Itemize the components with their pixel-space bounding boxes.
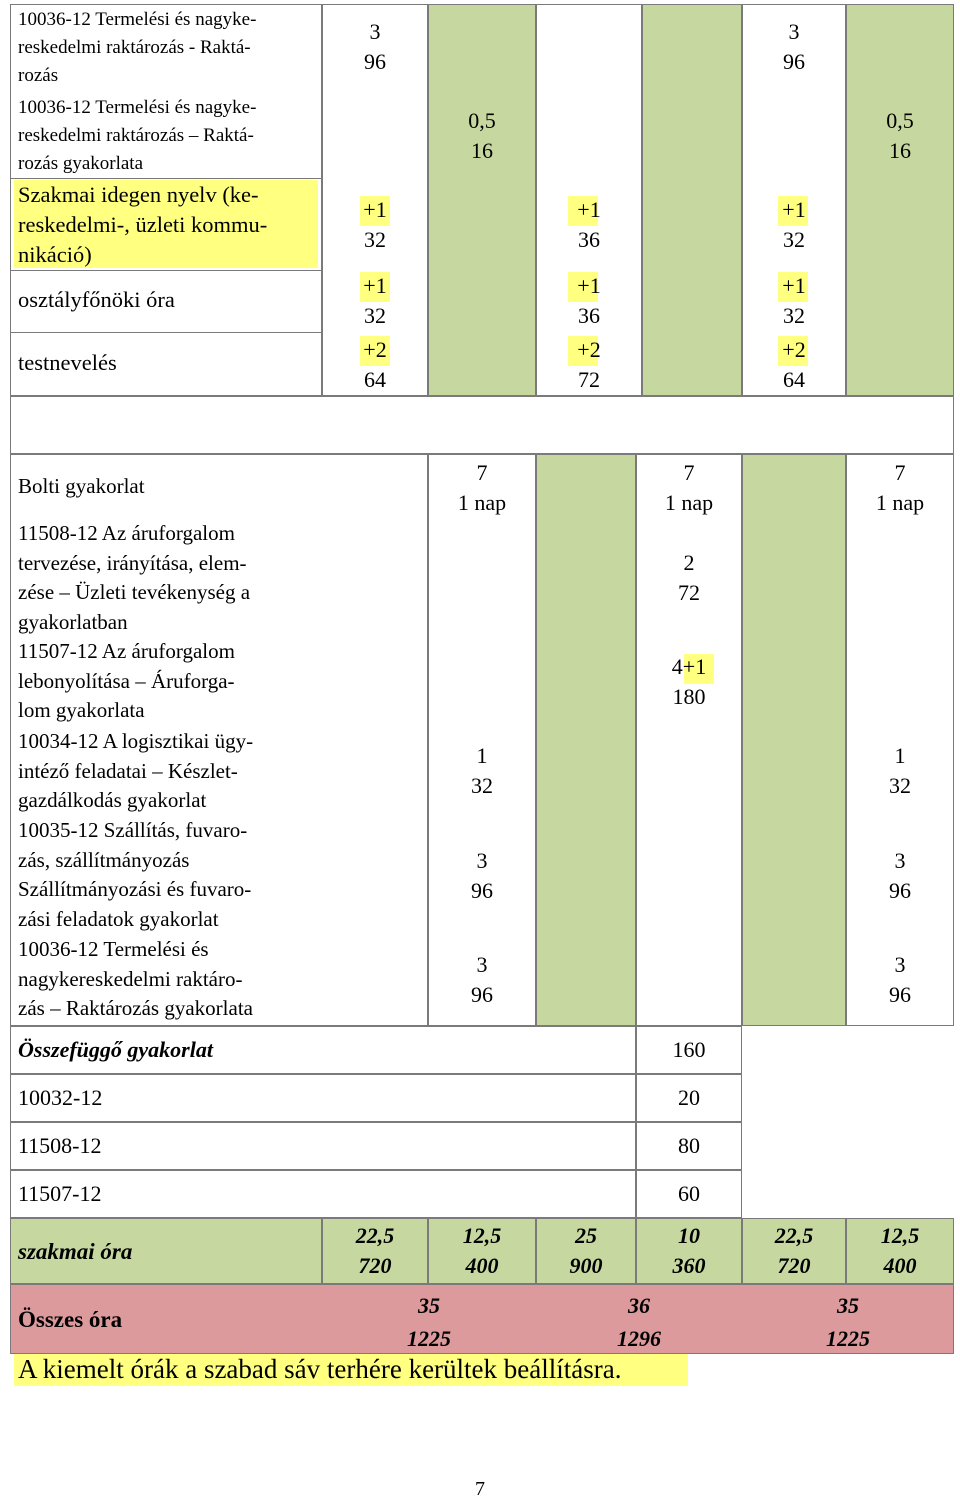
cell-value: 80 — [678, 1133, 700, 1158]
cell-value: +1 36 — [577, 273, 601, 328]
row-label: 10035-12 Szállítás, fuvaro- zás, szállítmányozás Szállítmányozási és fuvaro- zási feladatok gyakorlat — [18, 818, 252, 931]
cell-value: +2 64 — [782, 337, 806, 392]
cell-value: 0,5 16 — [886, 108, 914, 163]
row-divider — [10, 332, 322, 333]
cell-value: 35 1225 — [407, 1293, 451, 1351]
cell-value: 3 96 — [783, 19, 805, 74]
row-label: 10034-12 A logisztikai ügy- intéző feladatai – Készlet- gazdálkodás gyakorlat — [18, 729, 254, 812]
cell-value: 1 32 — [889, 743, 911, 798]
cell-value: +1 36 — [577, 197, 601, 252]
cell-value: +1 32 — [363, 273, 387, 328]
blank-row — [10, 396, 954, 454]
cell-value: 22,5 720 — [774, 1223, 814, 1278]
row-label: 10036-12 Termelési és nagyke- reskedelmi raktározás - Raktá- rozás — [18, 9, 257, 86]
cell-value: 160 — [672, 1037, 706, 1062]
cell-value: 7 1 nap — [664, 460, 714, 515]
cell-value: +1 32 — [363, 197, 387, 252]
row-label: 11507-12 — [18, 1181, 102, 1206]
row-label: 11507-12 Az áruforgalom lebonyolítása – Áruforga- lom gyakorlata — [18, 639, 235, 722]
cell-value: 35 1225 — [826, 1293, 870, 1351]
row-label: testnevelés — [18, 350, 117, 375]
osszes-ora-label: Összes óra — [18, 1307, 123, 1332]
cell-value: 3 96 — [364, 19, 386, 74]
cell-value: 25 900 — [569, 1223, 603, 1278]
row-label: Szakmai idegen nyelv (ke- reskedelmi-, üzleti kommu- nikáció) — [18, 182, 268, 267]
row-label: 10032-12 — [18, 1085, 103, 1110]
row-label: 11508-12 — [18, 1133, 102, 1158]
osszefuggo-label: Összefüggő gyakorlat — [18, 1037, 213, 1062]
row-divider — [10, 270, 322, 271]
page-number: 7 — [475, 1478, 485, 1500]
cell-value: +1 32 — [782, 197, 806, 252]
cell-value: +2 72 — [577, 337, 601, 392]
cell-value: 7 1 nap — [457, 460, 507, 515]
cell-value: 2 72 — [678, 550, 700, 605]
cell-value: +1 32 — [782, 273, 806, 328]
cell-value: 12,5 400 — [880, 1223, 920, 1278]
cell-value: 7 1 nap — [875, 460, 925, 515]
cell-value: 12,5 400 — [462, 1223, 502, 1278]
szakmai-ora-label: szakmai óra — [18, 1239, 133, 1264]
row-divider — [10, 178, 322, 179]
cell-value: 1 32 — [471, 743, 493, 798]
row-label: 10036-12 Termelési és nagyke- reskedelmi raktározás – Raktá- rozás gyakorlata — [18, 97, 257, 174]
row-label: 10036-12 Termelési és nagykereskedelmi raktáro- zás – Raktározás gyakorlata — [18, 937, 253, 1020]
cell-value: 3 96 — [889, 848, 911, 903]
row-label: osztályfőnöki óra — [18, 287, 175, 312]
row-label: 11508-12 Az áruforgalom tervezése, irányítása, elem- zése – Üzleti tevékenység a gyakorlatban — [18, 521, 251, 634]
cell-value: 60 — [678, 1181, 700, 1206]
cell-value: 10 360 — [672, 1223, 706, 1278]
bolti-gyakorlat-label: Bolti gyakorlat — [18, 474, 145, 498]
footnote: A kiemelt órák a szabad sáv terhére kerültek beállításra. — [18, 1354, 622, 1384]
cell-value: 22,5 720 — [355, 1223, 395, 1278]
cell-value: 0,5 16 — [468, 108, 496, 163]
cell-value: 4+1 180 — [671, 654, 707, 709]
cell-value: 3 96 — [471, 952, 493, 1007]
cell-value: 3 96 — [471, 848, 493, 903]
cell-value: +2 64 — [363, 337, 387, 392]
cell-value: 20 — [678, 1085, 700, 1110]
cell-value: 36 1296 — [617, 1293, 661, 1351]
cell-value: 3 96 — [889, 952, 911, 1007]
